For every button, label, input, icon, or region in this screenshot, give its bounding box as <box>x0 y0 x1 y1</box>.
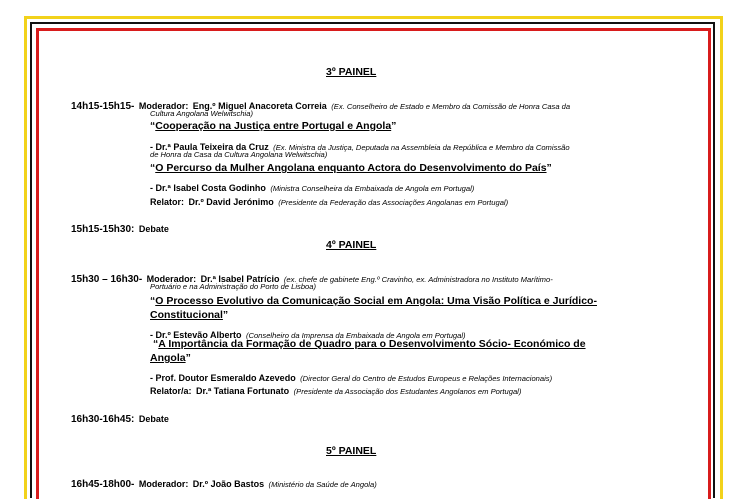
painel4-talk1-speaker: - Dr.º Estevão Alberto <box>150 330 242 340</box>
painel3-talk1-desc-1: (Ex. Ministra da Justiça, Deputada na Assembleia da República e Membro da Comissão <box>273 143 570 152</box>
painel3-talk1-desc-2: de Honra da Casa da Cultura Angolana Welwitschia) <box>150 150 328 159</box>
painel4-talk1-title-line-1: “O Processo Evolutivo da Comunicação Social em Angola: Uma Visão Política e Jurídico- <box>150 295 597 307</box>
painel4-talk2-title-text-2: Angola <box>150 352 186 364</box>
painel4-relator-name: Dr.ª Tatiana Fortunato <box>195 386 290 396</box>
painel5-heading: 5º PAINEL <box>326 445 377 457</box>
painel3-relator-name: Dr.º David Jerónimo <box>188 197 274 207</box>
debate2-time: 16h30-16h45: <box>71 414 135 425</box>
painel3-moderador-desc-1: (Ex. Conselheiro de Estado e Membro da Comissão de Honra Casa da <box>331 102 571 111</box>
painel4-moderador-desc-2: Portuário e na Administração do Porto de Lisboa) <box>150 282 317 291</box>
painel3-heading: 3º PAINEL <box>326 66 377 78</box>
painel3-relator-label: Relator: <box>150 197 185 207</box>
painel3-talk1-speaker: - Dr.ª Paula Teixeira da Cruz <box>150 142 269 152</box>
painel3-talk1-title-text: Cooperação na Justiça entre Portugal e Angola <box>155 120 392 132</box>
painel5-moderador-desc: (Ministério da Saúde de Angola) <box>268 480 377 489</box>
painel3-time: 14h15-15h15- <box>71 101 135 112</box>
painel3-talk1-title: “Cooperação na Justiça entre Portugal e Angola” <box>150 120 397 132</box>
painel3-moderador-desc-2: Cultura Angolana Welwitschia) <box>150 109 253 118</box>
painel3-relator-desc: (Presidente da Federação das Associações Angolanas em Portugal) <box>278 198 509 207</box>
painel4-relator-line <box>150 381 521 399</box>
debate1-line <box>71 219 169 237</box>
painel5-moderador-line <box>71 474 377 492</box>
painel3-moderador-line <box>71 96 570 114</box>
painel3-talk2-title: “O Percurso da Mulher Angolana enquanto Actora do Desenvolvimento do País” <box>150 162 552 174</box>
painel4-talk2-speaker: - Prof. Doutor Esmeraldo Azevedo <box>150 373 296 383</box>
debate2-line <box>71 409 169 427</box>
debate1-time: 15h15-15h30: <box>71 224 135 235</box>
painel4-talk1-desc: (Conselheiro da Imprensa da Embaixada de Angola em Portugal) <box>245 331 466 340</box>
painel3-relator-line <box>150 192 508 210</box>
painel3-moderador-name: Eng.º Miguel Anacoreta Correia <box>192 101 327 111</box>
debate2-label: Debate <box>138 414 169 424</box>
painel4-moderador-label: Moderador: <box>146 274 197 284</box>
painel4-talk2-title-text-1: A Importância da Formação de Quadro para o Desenvolvimento Sócio- Económico de <box>158 338 586 350</box>
painel4-talk2-title-line-2: Angola” <box>150 352 191 364</box>
painel5-moderador-label: Moderador: <box>138 479 189 489</box>
painel4-moderador-desc-1: (ex. chefe de gabinete Eng.º Cravinho, ex. Administradora no Instituto Marítimo- <box>283 275 553 284</box>
painel4-talk1-title-text-1: O Processo Evolutivo da Comunicação Social em Angola: Uma Visão Política e Jurídico- <box>155 295 597 307</box>
painel3-talk2-title-text: O Percurso da Mulher Angolana enquanto Actora do Desenvolvimento do País <box>155 162 547 174</box>
painel4-talk1-title-line-2: Constitucional” <box>150 309 229 321</box>
painel3-moderador-label: Moderador: <box>138 101 189 111</box>
painel5-time: 16h45-18h00- <box>71 479 135 490</box>
painel4-talk2-title-line-1: “A Importância da Formação de Quadro para o Desenvolvimento Sócio- Económico de <box>153 338 586 350</box>
painel4-time: 15h30 – 16h30- <box>71 274 143 285</box>
debate1-label: Debate <box>138 224 169 234</box>
painel3-talk2-desc: (Ministra Conselheira da Embaixada de Angola em Portugal) <box>270 184 475 193</box>
painel4-talk2-desc: (Director Geral do Centro de Estudos Europeus e Relações Internacionais) <box>300 374 553 383</box>
painel4-relator-desc: (Presidente da Associação dos Estudantes Angolanos em Portugal) <box>293 387 522 396</box>
painel4-relator-label: Relator/a: <box>150 386 192 396</box>
painel4-moderador-name: Dr.ª Isabel Patrício <box>200 274 280 284</box>
painel5-moderador-name: Dr.º João Bastos <box>192 479 265 489</box>
painel4-talk1-title-text-2: Constitucional <box>150 309 223 321</box>
painel3-talk2-speaker: - Dr.ª Isabel Costa Godinho <box>150 183 266 193</box>
painel4-heading: 4º PAINEL <box>326 239 377 251</box>
